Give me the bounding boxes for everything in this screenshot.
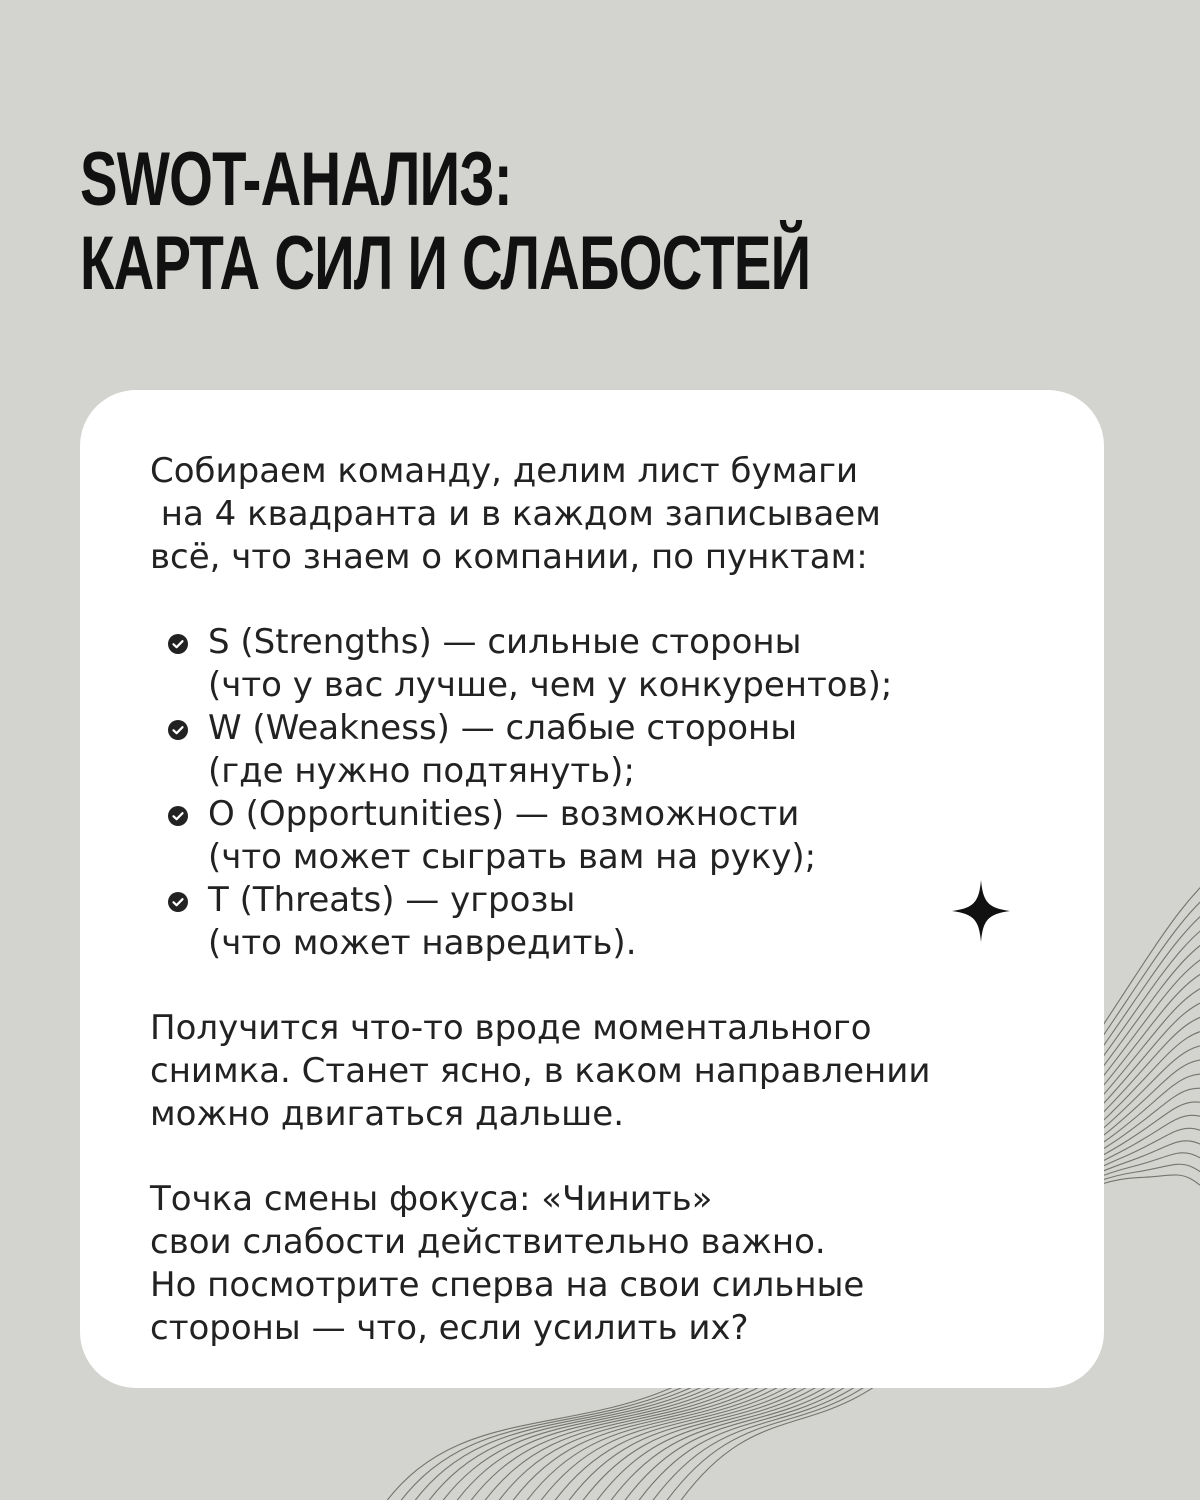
focus-paragraph (150, 1178, 1050, 1350)
focus-line-1: Точка смены фокуса: «Чинить» (150, 1179, 713, 1219)
intro-line-1: Собираем команду, делим лист бумаги (150, 451, 859, 491)
swot-item-opportunities (150, 793, 1050, 879)
swot-item-threats (150, 879, 1050, 965)
card-text (150, 450, 1050, 1350)
title-line-1: SWOT-АНАЛИЗ: (80, 137, 512, 222)
check-circle-icon (168, 720, 188, 740)
swot-item-title: W (Weakness) — слабые стороны (208, 708, 798, 748)
summary-line-2: снимка. Станет ясно, в каком направлении (150, 1051, 931, 1091)
swot-item-strengths (150, 621, 1050, 707)
intro-line-2: на 4 квадранта и в каждом записываем (150, 494, 881, 534)
summary-paragraph (150, 1007, 1050, 1136)
check-circle-icon (168, 892, 188, 912)
swot-item-title: T (Threats) — угрозы (208, 880, 576, 920)
focus-line-2: свои слабости действительно важно. (150, 1222, 826, 1262)
intro-line-3: всё, что знаем о компании, по пунктам: (150, 537, 868, 577)
summary-line-3: можно двигаться дальше. (150, 1094, 625, 1134)
swot-item-title: S (Strengths) — сильные стороны (208, 622, 802, 662)
title-line-2: КАРТА СИЛ И СЛАБОСТЕЙ (80, 221, 811, 306)
check-circle-icon (168, 634, 188, 654)
summary-line-1: Получится что-то вроде моментального (150, 1008, 872, 1048)
swot-item-desc: (где нужно подтянуть); (208, 751, 635, 791)
swot-item-desc: (что у вас лучше, чем у конкурентов); (208, 665, 893, 705)
swot-item-desc: (что может навредить). (208, 923, 637, 963)
focus-line-3: Но посмотрите сперва на свои сильные (150, 1265, 865, 1305)
focus-line-4: стороны — что, если усилить их? (150, 1308, 749, 1348)
sparkle-star-icon (950, 878, 1012, 944)
page-title (80, 138, 810, 306)
swot-item-desc: (что может сыграть вам на руку); (208, 837, 817, 877)
swot-item-weakness (150, 707, 1050, 793)
swot-list (150, 621, 1050, 965)
intro-paragraph (150, 450, 1050, 579)
swot-item-title: O (Opportunities) — возможности (208, 794, 800, 834)
check-circle-icon (168, 806, 188, 826)
